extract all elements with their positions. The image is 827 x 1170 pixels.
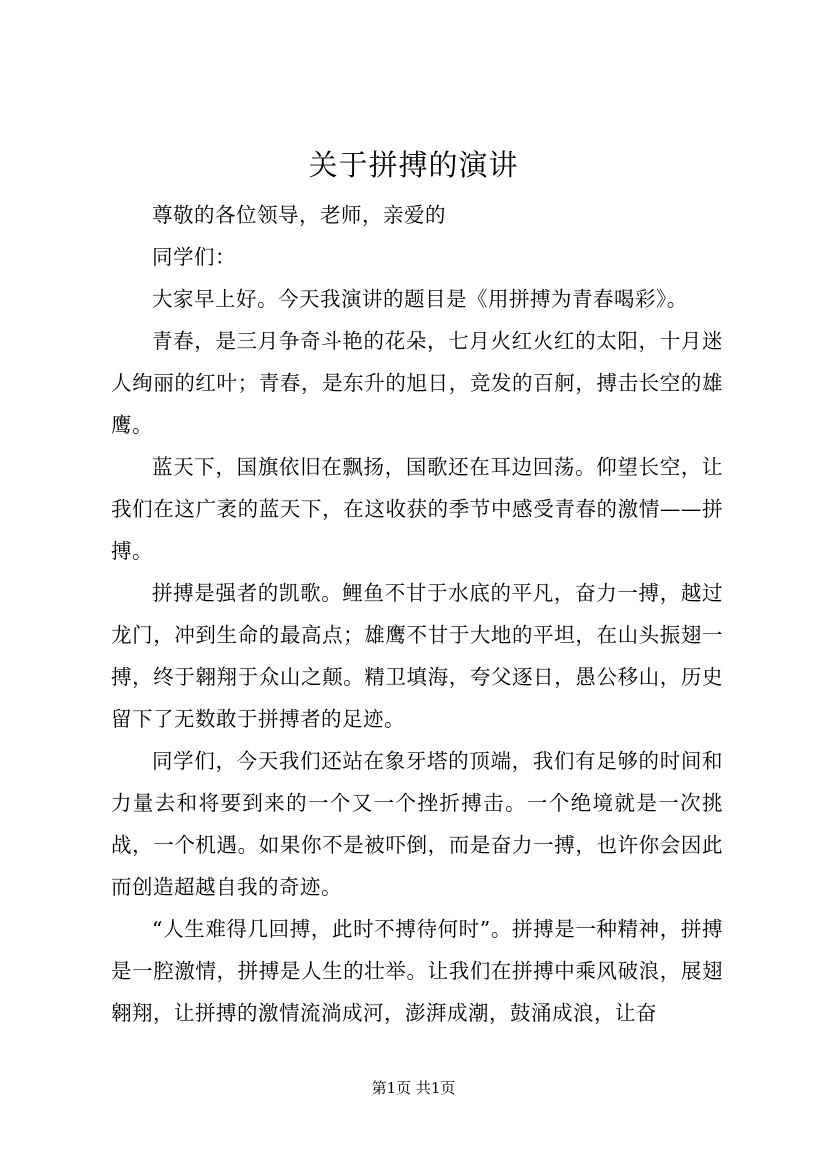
paragraph-life-quote: “人生难得几回搏，此时不搏待何时”。拼搏是一种精神，拼搏是一腔激情，拼搏是人生的壮举。让我们在拼搏中乘风破浪，展翅翱翔，让拼搏的激情流淌成河，澎湃成潮，鼓涌成浪，让奋 [111, 917, 723, 1025]
paragraph-classmates: 同学们，今天我们还站在象牙塔的顶端，我们有足够的时间和力量去和将要到来的一个又一个挫折搏击。一个绝境就是一次挑战，一个机遇。如果你不是被吓倒，而是奋力一搏，也许你会因此而创造超越自我的奇迹。 [111, 749, 723, 899]
paragraph-greeting: 大家早上好。今天我演讲的题目是《用拼搏为青春喝彩》。 [152, 287, 688, 311]
document-body [111, 194, 723, 1034]
paragraph-blue-sky: 蓝天下，国旗依旧在飘扬，国歌还在耳边回荡。仰望长空，让我们在这广袤的蓝天下，在这收获的季节中感受青春的激情——拼搏。 [111, 455, 723, 563]
paragraph-salutation-continued: 同学们： [152, 245, 236, 269]
document-title: 关于拼搏的演讲 [308, 148, 519, 182]
paragraph-salutation: 尊敬的各位领导，老师，亲爱的 [152, 203, 446, 227]
paragraph-strong-song: 拼搏是强者的凯歌。鲤鱼不甘于水底的平凡，奋力一搏，越过龙门，冲到生命的最高点；雄鹰不甘于大地的平坦，在山头振翅一搏，终于翱翔于众山之颠。精卫填海，夸父逐日，愚公移山，历史留下了无数敢于拼搏者的足迹。 [111, 581, 723, 731]
paragraph-youth: 青春，是三月争奇斗艳的花朵，七月火红火红的太阳，十月迷人绚丽的红叶；青春，是东升的旭日，竞发的百舸，搏击长空的雄鹰。 [111, 329, 723, 437]
page-footer: 第1页 共1页 [371, 1079, 456, 1097]
